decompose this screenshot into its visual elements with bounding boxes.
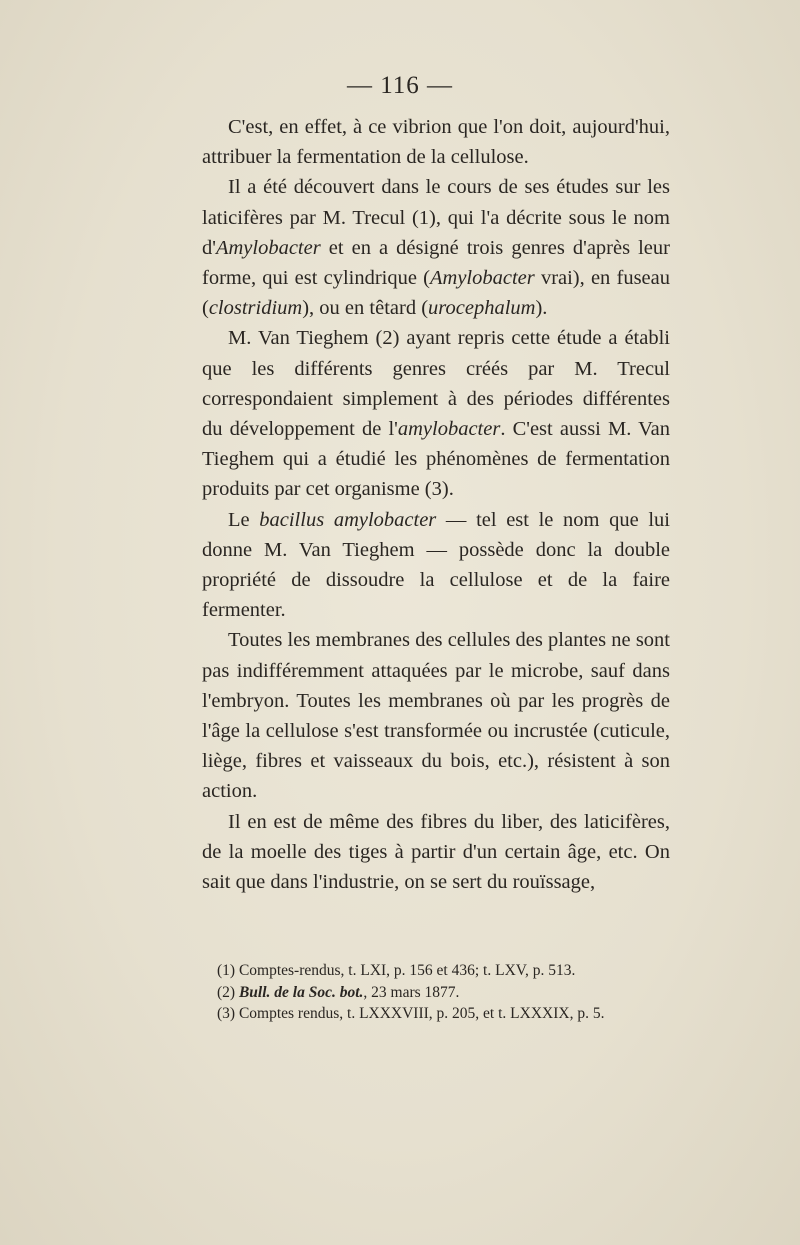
footnote: (1) Comptes-rendus, t. LXI, p. 156 et 436; t. LXV, p. 513. xyxy=(217,962,576,979)
paragraph: Il en est de même des fibres du liber, des laticifères, de la moelle des tiges à partir d'un certain âge, etc. On sait que dans l'industrie, on se sert du rouïssage, xyxy=(202,810,670,894)
paragraph: Le bacillus amylobacter — tel est le nom que lui donne M. Van Tieghem — possède donc la double propriété de dissoudre la cellulose et de la faire fermenter. xyxy=(202,508,670,622)
paragraph: M. Van Tieghem (2) ayant repris cette étude a établi que les différents genres créés par M. Trecul correspondaient simplement à des périodes différentes du développement de l'amylobacter. C'est aussi M. Van Tieghem qui a étudié les phénomènes de fermentation produits par cet organisme (3). xyxy=(202,327,670,501)
footnotes xyxy=(217,960,677,1025)
paragraph: C'est, en effet, à ce vibrion que l'on doit, aujourd'hui, attribuer la fermentation de la cellulose. xyxy=(202,116,670,169)
footnote: (2) Bull. de la Soc. bot., 23 mars 1877. xyxy=(217,983,460,1001)
paragraph: Toutes les membranes des cellules des plantes ne sont pas indifféremment attaquées par le microbe, sauf dans l'embryon. Toutes les membranes où par les progrès de l'âge la cellulose s'est transformée ou incrustée (cuticule, liège, fibres et vaisseaux du bois, etc.), résistent à son action. xyxy=(202,629,670,803)
paragraph: Il a été découvert dans le cours de ses études sur les laticifères par M. Trecul (1), qui l'a décrite sous le nom d'Amylobacter et en a désigné trois genres d'après leur forme, qui est cylindrique (Amylobacter vrai), en fuseau (clostridium), ou en têtard (urocephalum). xyxy=(202,176,670,320)
footnote: (3) Comptes rendus, t. LXXXVIII, p. 205, et t. LXXXIX, p. 5. xyxy=(217,1005,605,1022)
body-text xyxy=(202,112,670,897)
page-number: — 116 — xyxy=(346,72,454,99)
